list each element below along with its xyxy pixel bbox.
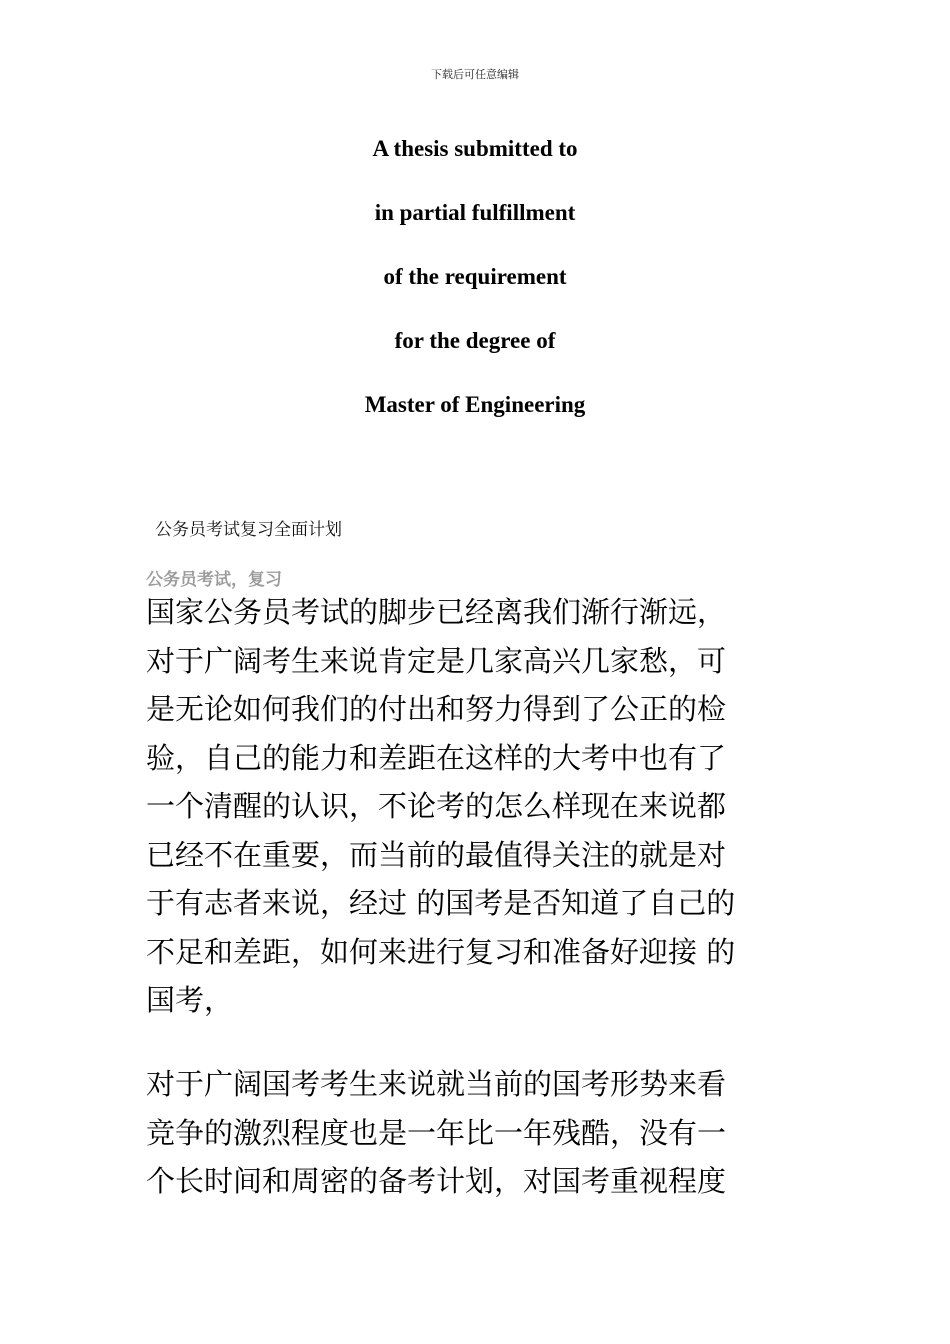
thesis-line: for the degree of	[394, 328, 556, 353]
thesis-line: of the requirement	[383, 264, 567, 289]
body-paragraph: 对于广阔国考考生来说就当前的国考形势来看 竞争的激烈程度也是一年比一年残酷，没有一 个长时间和周密的备考计划，对国考重视程度	[146, 1067, 727, 1198]
body-paragraph: 国家公务员考试的脚步已经离我们渐行渐远， 对于广阔考生来说肯定是几家高兴几家愁，可 是无论如何我们的付出和努力得到了公正的检 验，自己的能力和差距在这样的大考中也有了 一个清醒的认识，不论考的怎么样现在来说都 已经不在重要，而当前的最值得关注的就是对 于有志者来说，经过 的国考是否知道了自己的 不足和差距，如何来进行复习和准备好迎接 的 国考，	[146, 595, 736, 1017]
thesis-statement	[0, 131, 950, 451]
article-title: 公务员考试复习全面计划	[155, 520, 342, 540]
thesis-line: A thesis submitted to	[372, 136, 578, 161]
page-header-note: 下载后可任意编辑	[431, 68, 519, 81]
thesis-line: Master of Engineering	[364, 392, 586, 417]
article-keywords: 公务员考试，复习	[146, 570, 282, 590]
thesis-line: in partial fulfillment	[374, 200, 576, 225]
